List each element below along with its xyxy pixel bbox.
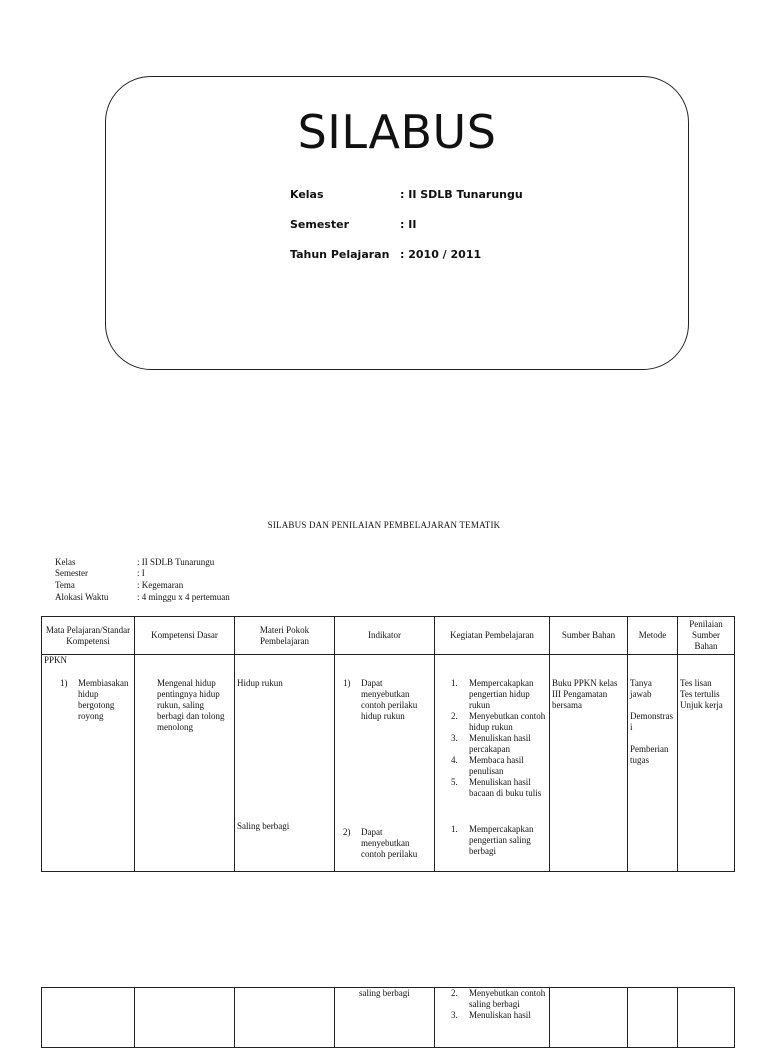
kegiatan-cell [435,655,550,872]
materi-item: Hidup rukun [237,678,283,688]
penilaian-item: Tes lisan [680,678,712,688]
list-number: 2. [451,988,458,998]
indikator-cell [335,988,435,1048]
list-item [343,678,432,722]
list-item [60,678,132,722]
list-item [451,711,547,733]
cover-title: SILABUS [297,105,497,159]
header-cell: Metode [628,617,678,655]
kegiatan-text: Menuliskan hasil [469,1010,531,1020]
materi-cell [235,988,335,1048]
kegiatan-text: Menuliskan hasil percakapan [469,733,531,754]
info-value: : I [137,568,145,578]
info-semester [55,568,145,579]
list-number: 4. [451,755,458,765]
table-row [42,988,735,1048]
list-number: 1. [451,824,458,834]
indikator-list [343,678,432,722]
kompetensi-text: Mengenal hidup pentingnya hidup rukun, saling berbagi dan tolong menolong [157,678,225,732]
header-cell: Kegiatan Pembelajaran [435,617,550,655]
kegiatan-text: Mempercakapkan pengertian saling berbagi [469,824,534,856]
info-value: : Kegemaran [137,580,184,590]
list-item [451,824,547,857]
metode-item: Tanya jawab [630,678,652,699]
list-number: 1) [343,678,351,688]
kompetensi-cell [135,988,235,1048]
header-cell: Materi Pokok Pembelajaran [235,617,335,655]
indikator-continued: saling berbagi [359,988,410,998]
kegiatan-text: Menuliskan hasil bacaan di buku tulis [469,777,542,798]
info-tema [55,580,184,591]
info-value: : II SDLB Tunarungu [137,557,215,567]
header-cell: Penilaian Sumber Bahan [678,617,735,655]
kegiatan-list [451,678,547,799]
syllabus-table [41,616,735,872]
list-item [451,755,547,777]
table-header-row [42,617,735,655]
list-number: 3. [451,1010,458,1020]
metode-cell [628,655,678,872]
list-number: 1) [60,678,68,688]
list-number: 2. [451,711,458,721]
kegiatan-text: Menyebutkan contoh saling berbagi [469,988,546,1009]
list-item [343,827,432,860]
list-number: 1. [451,678,458,688]
kegiatan-list [451,824,547,857]
table-row [42,655,735,872]
sumber-text: Buku PPKN kelas III Pengamatan bersama [552,678,618,710]
list-item [451,733,547,755]
list-item [451,1010,547,1021]
indikator-list [343,827,432,860]
cover-row-kelas [290,188,523,201]
indikator-cell [335,655,435,872]
cover-value: : 2010 / 2011 [400,248,482,261]
kegiatan-cell [435,988,550,1048]
list-item [451,777,547,799]
list-item [451,988,547,1010]
document-title: SILABUS DAN PENILAIAN PEMBELAJARAN TEMATIK [267,520,501,530]
materi-cell [235,655,335,872]
metode-item: Demonstrasi [630,711,673,732]
list-number: 3. [451,733,458,743]
metode-cell [628,988,678,1048]
list-number: 2) [343,827,351,837]
cover-value: : II SDLB Tunarungu [400,188,523,201]
materi-item: Saling berbagi [237,821,290,831]
kompetensi-cell [135,655,235,872]
standar-list [60,678,132,722]
standar-cell [42,988,135,1048]
penilaian-cell [678,655,735,872]
info-alokasi [55,592,230,603]
info-label: Alokasi Waktu [55,592,109,602]
cover-label: Tahun Pelajaran [290,248,390,261]
info-label: Semester [55,568,88,578]
cover-label: Semester [290,218,349,231]
indikator-text: Dapat menyebutkan contoh perilaku [361,827,418,859]
cover-row-tahun [290,248,482,261]
kegiatan-text: Menyebutkan contoh hidup rukun [469,711,546,732]
standar-cell [42,655,135,872]
penilaian-cell [678,988,735,1048]
cover-label: Kelas [290,188,324,201]
penilaian-item: Tes tertulis [680,689,720,699]
kegiatan-text: Mempercakapkan pengertian hidup rukun [469,678,534,710]
header-cell: Sumber Bahan [550,617,628,655]
header-cell: Kompetensi Dasar [135,617,235,655]
penilaian-item: Unjuk kerja [680,700,723,710]
info-label: Tema [55,580,75,590]
cover-row-semester [290,218,417,231]
kegiatan-text: Membaca hasil penulisan [469,755,524,776]
sumber-cell [550,988,628,1048]
info-label: Kelas [55,557,76,567]
header-cell: Mata Pelajaran/Standar Kompetensi [42,617,135,655]
standar-text: Membiasakan hidup bergotong royong [78,678,129,721]
subject-label: PPKN [44,655,68,665]
list-number: 5. [451,777,458,787]
header-cell: Indikator [335,617,435,655]
kegiatan-list [451,988,547,1021]
sumber-cell [550,655,628,872]
cover-value: : II [400,218,417,231]
cover-box [105,76,689,370]
syllabus-table-continued [41,987,735,1048]
info-value: : 4 minggu x 4 pertemuan [137,592,230,602]
indikator-text: Dapat menyebutkan contoh perilaku hidup rukun [361,678,418,721]
list-item [451,678,547,711]
metode-item: Pemberian tugas [630,744,669,765]
info-kelas [55,557,215,568]
